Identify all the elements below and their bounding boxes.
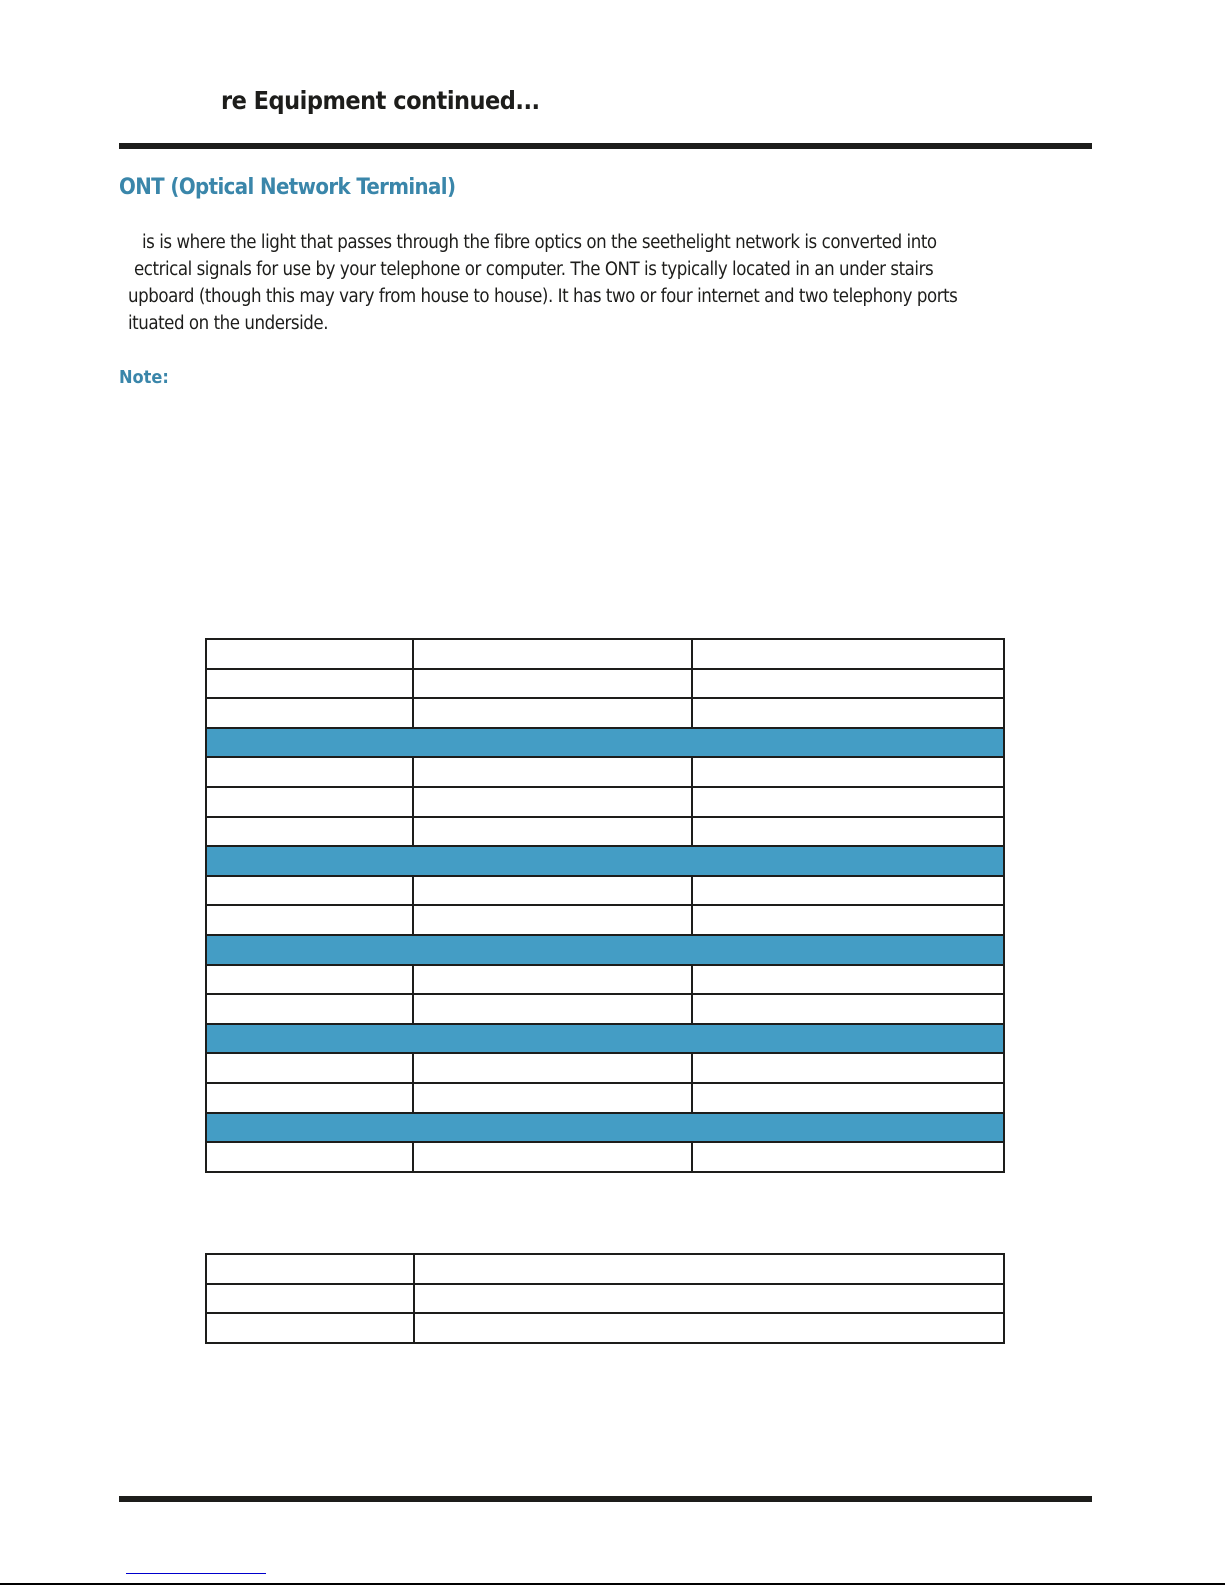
table-cell	[413, 757, 692, 787]
table-section-band	[206, 728, 1004, 758]
table-row	[206, 1083, 1004, 1113]
table-cell	[692, 905, 1004, 935]
table-cell	[413, 965, 692, 995]
table-section-band	[206, 935, 1004, 965]
table-cell	[692, 1083, 1004, 1113]
note-label: Note:	[119, 367, 169, 388]
table-row	[206, 876, 1004, 906]
paragraph-line: upboard (though this may vary from house to house). It has two or four internet and two telephony ports	[128, 286, 958, 307]
table-cell	[206, 698, 413, 728]
table-cell	[206, 1284, 414, 1314]
table-row	[206, 1313, 1004, 1343]
table-row	[206, 1142, 1004, 1172]
table-cell	[413, 1142, 692, 1172]
table-cell	[206, 728, 1004, 758]
table-row	[206, 817, 1004, 847]
table-section-band	[206, 1024, 1004, 1054]
paragraph-line: ituated on the underside.	[128, 313, 329, 334]
header-divider	[119, 143, 1092, 149]
table-cell	[692, 876, 1004, 906]
table-row	[206, 1053, 1004, 1083]
table-cell	[206, 935, 1004, 965]
table-cell	[413, 787, 692, 817]
table-row	[206, 669, 1004, 699]
table-cell	[206, 1083, 413, 1113]
table-row	[206, 905, 1004, 935]
table-section-band	[206, 846, 1004, 876]
table-row	[206, 994, 1004, 1024]
table-cell	[413, 1053, 692, 1083]
table-cell	[206, 1113, 1004, 1143]
table-cell	[206, 1142, 413, 1172]
table-cell	[692, 994, 1004, 1024]
table-row	[206, 1254, 1004, 1284]
table-cell	[206, 669, 413, 699]
table-cell	[206, 905, 413, 935]
table-cell	[206, 876, 413, 906]
table-cell	[413, 994, 692, 1024]
table-row	[206, 639, 1004, 669]
table-cell	[206, 817, 413, 847]
spec-table	[205, 638, 1005, 1173]
table-row	[206, 757, 1004, 787]
table-cell	[206, 787, 413, 817]
table-cell	[206, 1313, 414, 1343]
table-cell	[413, 639, 692, 669]
table-cell	[206, 1254, 414, 1284]
paragraph-line: ectrical signals for use by your telephone or computer. The ONT is typically located in an under stairs	[134, 259, 934, 280]
table-row	[206, 1284, 1004, 1314]
table-cell	[692, 787, 1004, 817]
section-heading: ONT (Optical Network Terminal)	[119, 175, 456, 200]
table-section-band	[206, 1113, 1004, 1143]
secondary-table	[205, 1253, 1005, 1344]
table-cell	[206, 757, 413, 787]
table-cell	[692, 698, 1004, 728]
table-cell	[413, 905, 692, 935]
table-cell	[692, 1142, 1004, 1172]
table-cell	[692, 757, 1004, 787]
table-cell	[692, 639, 1004, 669]
table-cell	[414, 1284, 1004, 1314]
table-cell	[206, 1024, 1004, 1054]
table-cell	[413, 817, 692, 847]
table-cell	[414, 1313, 1004, 1343]
table-cell	[692, 965, 1004, 995]
table-cell	[414, 1254, 1004, 1284]
table-cell	[413, 1083, 692, 1113]
table-row	[206, 698, 1004, 728]
table-row	[206, 965, 1004, 995]
table-cell	[413, 876, 692, 906]
table-cell	[206, 639, 413, 669]
table-cell	[692, 1053, 1004, 1083]
table-cell	[206, 965, 413, 995]
table-cell	[692, 669, 1004, 699]
footer-divider	[119, 1496, 1092, 1502]
table-cell	[413, 698, 692, 728]
table-cell	[692, 817, 1004, 847]
table-cell	[206, 994, 413, 1024]
table-cell	[413, 669, 692, 699]
table-cell	[206, 1053, 413, 1083]
table-row	[206, 787, 1004, 817]
footer-link[interactable]	[126, 1573, 266, 1574]
table-cell	[206, 846, 1004, 876]
paragraph-line: is is where the light that passes through the fibre optics on the seethelight network is converted into	[142, 232, 937, 253]
page-title: re Equipment continued...	[221, 86, 540, 115]
